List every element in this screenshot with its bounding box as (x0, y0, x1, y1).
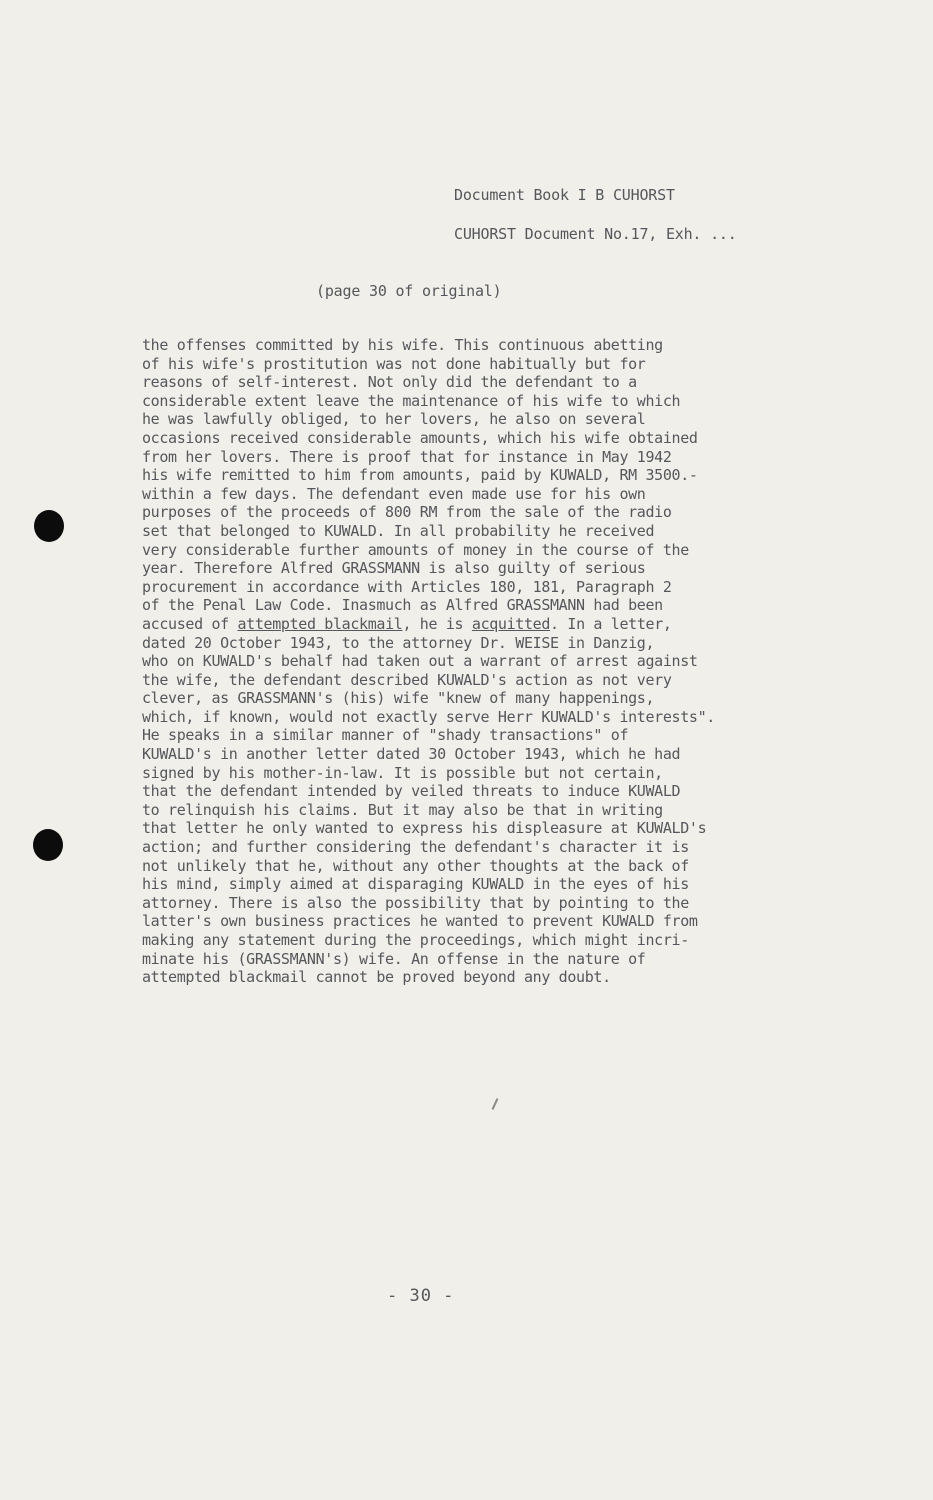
body-text-line: occasions received considerable amounts, which his wife obtained (142, 428, 698, 447)
body-text-line: from her lovers. There is proof that for instance in May 1942 (142, 447, 672, 466)
punch-hole (34, 510, 64, 542)
body-text-segment: . In a letter, (550, 614, 672, 633)
body-text-line: reasons of self-interest. Not only did the defendant to a (142, 373, 637, 392)
body-text-segment: accused of (142, 614, 238, 633)
body-text-line: attempted blackmail cannot be proved beyond any doubt. (142, 968, 611, 987)
body-text-line: KUWALD's in another letter dated 30 October 1943, which he had (142, 745, 681, 764)
body-text-line: minate his (GRASSMANN's) wife. An offense in the nature of (142, 949, 646, 968)
body-text-line: to relinquish his claims. But it may also be that in writing (142, 800, 663, 819)
body-text-line: the offenses committed by his wife. This continuous abetting (142, 336, 663, 354)
body-text-line: which, if known, would not exactly serve Herr KUWALD's interests". (142, 707, 715, 726)
body-text-line: of his wife's prostitution was not done habitually but for (142, 354, 646, 373)
body-text-line: that the defendant intended by veiled threats to induce KUWALD (142, 782, 681, 801)
body-text-line: attorney. There is also the possibility that by pointing to the (142, 893, 689, 912)
body-text-line: action; and further considering the defendant's character it is (142, 838, 689, 857)
body-text-line: clever, as GRASSMANN's (his) wife "knew of many happenings, (142, 689, 655, 708)
document-number-label: CUHORST Document No.17, Exh. ... (454, 225, 737, 243)
punch-hole (33, 829, 63, 861)
body-text-line (142, 615, 782, 634)
body-text-line: not unlikely that he, without any other thoughts at the back of (142, 856, 689, 875)
body-text-line: his wife remitted to him from amounts, paid by KUWALD, RM 3500.- (142, 466, 698, 485)
body-text-line: signed by his mother-in-law. It is possible but not certain, (142, 763, 663, 782)
body-text-line: latter's own business practices he wanted to prevent KUWALD from (142, 912, 698, 931)
page-number: - 30 - (387, 1286, 455, 1306)
body-text-line: that letter he only wanted to express his displeasure at KUWALD's (142, 819, 707, 838)
body-text-line: set that belonged to KUWALD. In all probability he received (142, 521, 655, 540)
stray-pen-mark (492, 1098, 499, 1110)
body-text-line: procurement in accordance with Articles 180, 181, Paragraph 2 (142, 577, 672, 596)
body-text-line: the wife, the defendant described KUWALD's action as not very (142, 670, 672, 689)
body-text-line: he was lawfully obliged, to her lovers, he also on several (142, 410, 646, 429)
body-text-line: of the Penal Law Code. Inasmuch as Alfred GRASSMANN had been (142, 596, 663, 615)
body-text-segment: , he is (402, 614, 472, 633)
body-text-line: within a few days. The defendant even made use for his own (142, 484, 646, 503)
body-text-line: who on KUWALD's behalf had taken out a warrant of arrest against (142, 652, 698, 671)
body-text-line: year. Therefore Alfred GRASSMANN is also guilty of serious (142, 559, 646, 578)
original-page-reference: (page 30 of original) (316, 282, 502, 300)
body-text-line: He speaks in a similar manner of "shady transactions" of (142, 726, 629, 745)
body-text-line: his mind, simply aimed at disparaging KUWALD in the eyes of his (142, 875, 689, 894)
document-book-label: Document Book I B CUHORST (454, 186, 675, 204)
body-text-segment: acquitted (471, 614, 551, 633)
body-text-line: dated 20 October 1943, to the attorney Dr. WEISE in Danzig, (142, 633, 655, 652)
body-text-line: very considerable further amounts of money in the course of the (142, 540, 689, 559)
body-text-line: considerable extent leave the maintenance of his wife to which (142, 391, 681, 410)
body-text-line: purposes of the proceeds of 800 RM from the sale of the radio (142, 503, 672, 522)
body-text-segment: attempted blackmail (237, 614, 403, 633)
document-body-text (142, 336, 782, 987)
body-text-line: making any statement during the proceedings, which might incri- (142, 931, 689, 949)
